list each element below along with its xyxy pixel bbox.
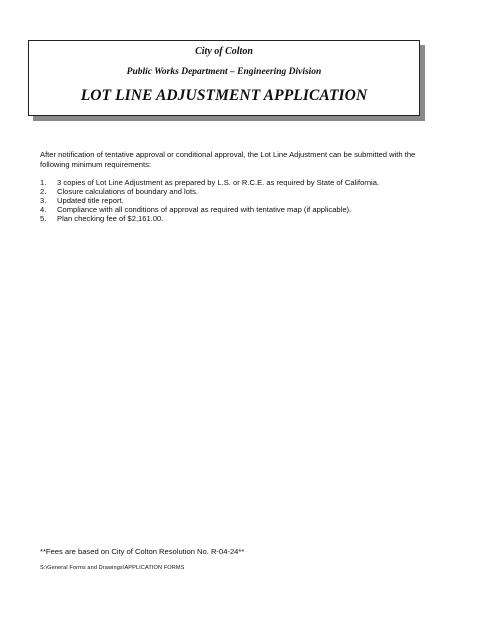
item-text: 3 copies of Lot Line Adjustment as prepared by L.S. or R.C.E. as required by State of California.	[57, 178, 380, 187]
department-name: Public Works Department – Engineering Division	[126, 67, 322, 77]
city-name: City of Colton	[195, 46, 253, 57]
list-item	[40, 214, 379, 223]
list-item	[40, 187, 379, 196]
item-text: Compliance with all conditions of approval as required with tentative map (if applicable).	[57, 205, 352, 214]
item-text: Closure calculations of boundary and lots.	[57, 187, 198, 196]
file-path-footer: S:\General Forms and Drawings\APPLICATION FORMS	[40, 565, 185, 571]
fees-note: **Fees are based on City of Colton Resolution No. R-04-24**	[40, 547, 245, 556]
intro-paragraph: After notification of tentative approval or conditional approval, the Lot Line Adjustment can be submitted with the following minimum requirements:	[40, 150, 416, 169]
list-item	[40, 196, 379, 205]
header-box	[28, 40, 420, 116]
list-item	[40, 205, 379, 214]
item-text: Updated title report.	[57, 196, 124, 205]
item-number: 2.	[40, 187, 47, 196]
requirements-list	[40, 178, 379, 223]
list-item	[40, 178, 379, 187]
item-number: 5.	[40, 214, 47, 223]
item-number: 3.	[40, 196, 47, 205]
item-number: 4.	[40, 205, 47, 214]
item-number: 1.	[40, 178, 47, 187]
page-title: LOT LINE ADJUSTMENT APPLICATION	[80, 87, 368, 104]
item-text: Plan checking fee of $2,161.00.	[57, 214, 164, 223]
